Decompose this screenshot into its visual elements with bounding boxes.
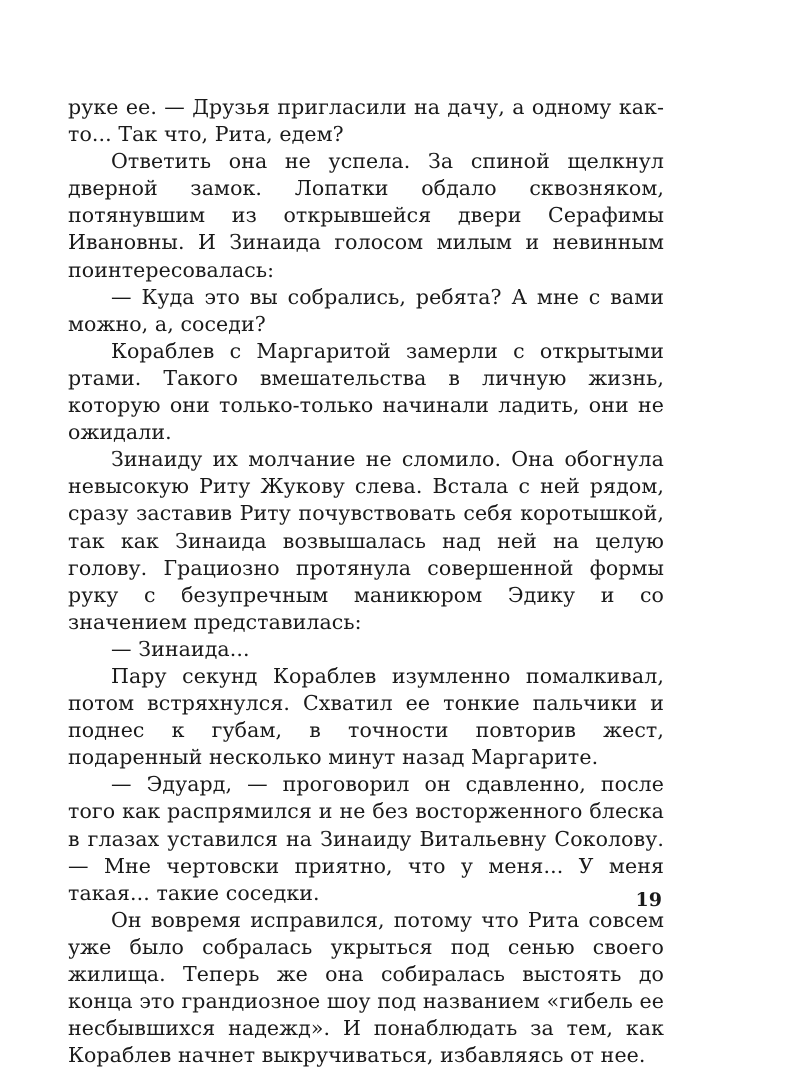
paragraph-1: руке ее. — Друзья пригласили на дачу, а одному как-то... Так что, Рита, едем? bbox=[68, 95, 664, 147]
book-page-text bbox=[68, 94, 664, 1069]
paragraph-5: Зинаиду их молчание не сломило. Она обогнула невысокую Риту Жукову слева. Встала с ней рядом, сразу заставив Риту почувствовать себя коротышкой, так как Зинаида возвышалась над ней на целую голову. Грациозно протянула совершенной формы руку с безупречным маникюром Эдику и со значением представилась: bbox=[68, 447, 664, 634]
paragraph-3: — Куда это вы собрались, ребята? А мне с вами можно, а, соседи? bbox=[68, 284, 664, 336]
paragraph-6: — Зинаида... bbox=[111, 636, 250, 661]
page-number: 19 bbox=[635, 889, 662, 911]
paragraph-8: — Эдуард, — проговорил он сдавленно, после того как распрямился и не без восторженного блеска в глазах уставился на Зинаиду Витальевну Соколову. — Мне чертовски приятно, что у меня... У меня такая... такие соседки. bbox=[68, 772, 664, 905]
paragraph-4: Кораблев с Маргаритой замерли с открытыми ртами. Такого вмешательства в личную жизнь, которую они только-только начинали ладить, они не ожидали. bbox=[68, 338, 664, 445]
paragraph-7: Пару секунд Кораблев изумленно помалкивал, потом встряхнулся. Схватил ее тонкие пальчики и поднес к губам, в точности повторив жест, подаренный несколько минут назад Маргарите. bbox=[68, 663, 664, 770]
paragraph-9: Он вовремя исправился, потому что Рита совсем уже было собралась укрыться под сенью своего жилища. Теперь же она собиралась выстоять до конца это грандиозное шоу под названием «гибель ее несбывшихся надежд». И понаблюдать за тем, как Кораблев начнет выкручиваться, избавляясь от нее. bbox=[68, 907, 664, 1068]
paragraph-2: Ответить она не успела. За спиной щелкнул дверной замок. Лопатки обдало сквозняком, потянувшим из открывшейся двери Серафимы Ивановны. И Зинаида голосом милым и невинным поинтересовалась: bbox=[68, 149, 664, 282]
